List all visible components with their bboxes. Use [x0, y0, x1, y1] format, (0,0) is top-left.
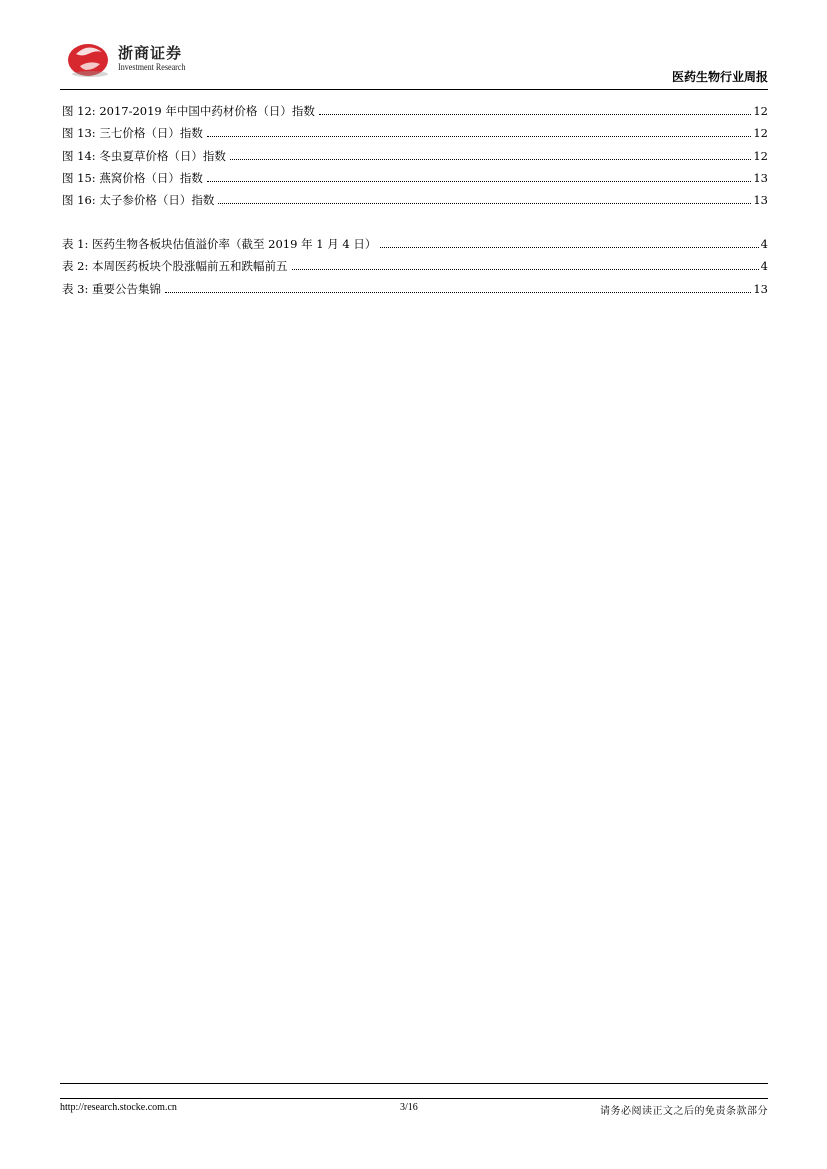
- toc-entry-label: 图 15: 燕窝价格（日）指数: [62, 171, 203, 185]
- toc-entry-label: 图 16: 太子参价格（日）指数: [62, 193, 215, 207]
- report-title: 医药生物行业周报: [671, 70, 768, 84]
- toc-entry[interactable]: [62, 125, 768, 141]
- logo-chinese-name: 浙商证券: [118, 44, 183, 62]
- toc-leader-dots: [207, 127, 752, 137]
- logo-english-name: Investment Research: [118, 63, 186, 73]
- toc-entry[interactable]: [62, 236, 768, 252]
- toc-leader-dots: [380, 238, 758, 248]
- disclaimer-note: 请务必阅读正文之后的免责条款部分: [600, 1106, 768, 1117]
- website-link[interactable]: http://research.stocke.com.cn: [60, 1102, 177, 1113]
- toc-entry-page: 12: [753, 126, 768, 140]
- toc-entry[interactable]: [62, 103, 768, 119]
- toc-entry[interactable]: [62, 148, 768, 164]
- toc-entry[interactable]: [62, 281, 768, 297]
- toc-entry-label: 表 1: 医药生物各板块估值溢价率（截至 2019 年 1 月 4 日）: [62, 237, 377, 251]
- toc-entry-label: 图 12: 2017-2019 年中国中药材价格（日）指数: [62, 104, 315, 118]
- toc-entry-page: 13: [753, 282, 768, 296]
- toc-entry-page: 12: [753, 104, 768, 118]
- page-number: 3/16: [400, 1102, 418, 1113]
- toc-entry-page: 12: [753, 149, 768, 163]
- toc-entry-page: 13: [753, 193, 768, 207]
- company-logo: [66, 38, 196, 86]
- toc-entry-page: 13: [753, 171, 768, 185]
- header-divider: [60, 89, 768, 90]
- toc-entry-page: 4: [760, 237, 768, 251]
- page-footer: [60, 1102, 768, 1118]
- toc-entry-label: 表 3: 重要公告集锦: [62, 282, 162, 296]
- toc-leader-dots: [319, 105, 751, 115]
- toc-leader-dots: [165, 283, 751, 293]
- toc-leader-dots: [292, 260, 759, 270]
- toc-leader-dots: [218, 194, 751, 204]
- toc-entry[interactable]: [62, 192, 768, 208]
- footer-divider: [60, 1098, 768, 1099]
- toc-entry[interactable]: [62, 170, 768, 186]
- toc-entry-page: 4: [760, 259, 768, 273]
- toc-leader-dots: [207, 172, 752, 182]
- toc-entry-label: 图 13: 三七价格（日）指数: [62, 126, 203, 140]
- toc-entry-label: 图 14: 冬虫夏草价格（日）指数: [62, 149, 226, 163]
- toc-entry-label: 表 2: 本周医药板块个股涨幅前五和跌幅前五: [62, 259, 288, 273]
- logo-icon: [66, 40, 114, 78]
- toc-leader-dots: [230, 150, 752, 160]
- footer-divider: [60, 1083, 768, 1084]
- toc-entry[interactable]: [62, 258, 768, 274]
- page-header: [60, 38, 768, 92]
